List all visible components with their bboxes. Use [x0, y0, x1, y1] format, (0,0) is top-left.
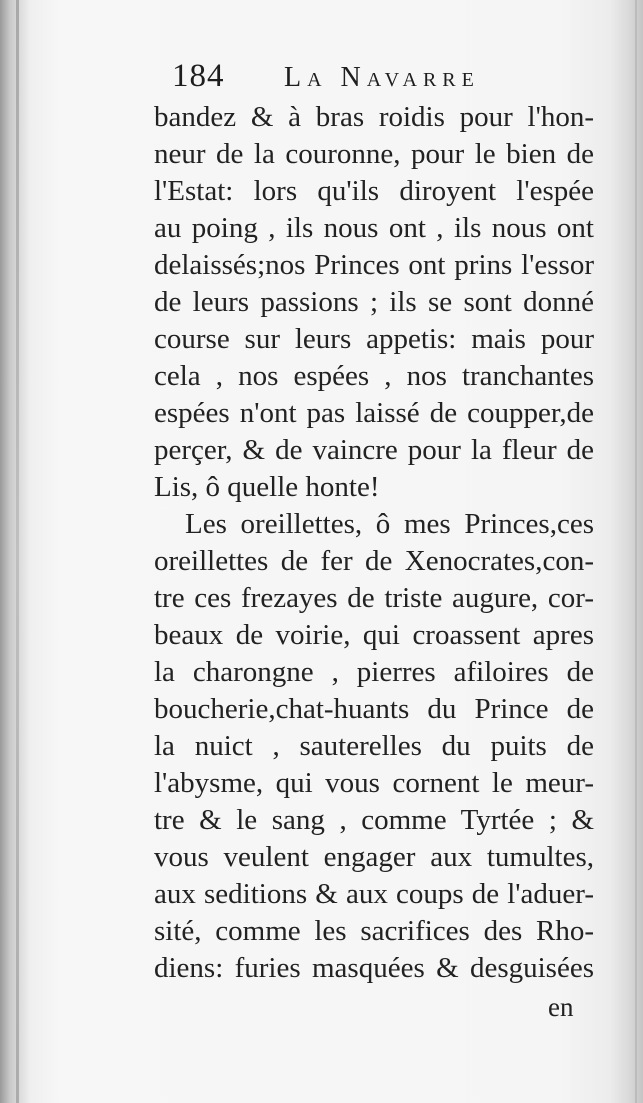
- running-head: La Navarre: [284, 62, 480, 93]
- text-line: course sur leurs appetis: mais pour: [154, 323, 594, 355]
- text-line: boucherie,chat-huants du Prince de: [154, 693, 594, 725]
- text-line: diens: furies masquées & desguisées: [154, 952, 594, 984]
- text-line: tre ces frezayes de triste augure, cor-: [154, 582, 594, 614]
- text-line: bandez & à bras roidis pour l'hon-: [154, 101, 594, 133]
- text-line: delaissés;nos Princes ont prins l'essor: [154, 249, 594, 281]
- text-line: tre & le sang , comme Tyrtée ; &: [154, 804, 594, 836]
- text-line: Lis, ô quelle honte!: [154, 471, 380, 503]
- text-line: sité, comme les sacrifices des Rho-: [154, 915, 594, 947]
- catchword: en: [548, 992, 574, 1022]
- text-line: oreillettes de fer de Xenocrates,con-: [154, 545, 594, 577]
- text-line: neur de la couronne, pour le bien de: [154, 138, 594, 170]
- text-line: au poing , ils nous ont , ils nous ont: [154, 212, 594, 244]
- text-line: beaux de voirie, qui croassent apres: [154, 619, 594, 651]
- text-line: vous veulent engager aux tumultes,: [154, 841, 594, 873]
- text-line: l'Estat: lors qu'ils diroyent l'espée: [154, 175, 594, 207]
- text-line: espées n'ont pas laissé de coupper,de: [154, 397, 594, 429]
- text-line: cela , nos espées , nos tranchantes: [154, 360, 594, 392]
- text-line: l'abysme, qui vous cornent le meur-: [154, 767, 594, 799]
- text-line: perçer, & de vaincre pour la fleur de: [154, 434, 594, 466]
- text-line: de leurs passions ; ils se sont donné: [154, 286, 594, 318]
- text-line: Les oreillettes, ô mes Princes,ces: [185, 508, 594, 540]
- text-line: la charongne , pierres afiloires de: [154, 656, 594, 688]
- text-line: aux seditions & aux coups de l'aduer-: [154, 878, 594, 910]
- page-number: 184: [172, 58, 225, 94]
- text-line: la nuict , sauterelles du puits de: [154, 730, 594, 762]
